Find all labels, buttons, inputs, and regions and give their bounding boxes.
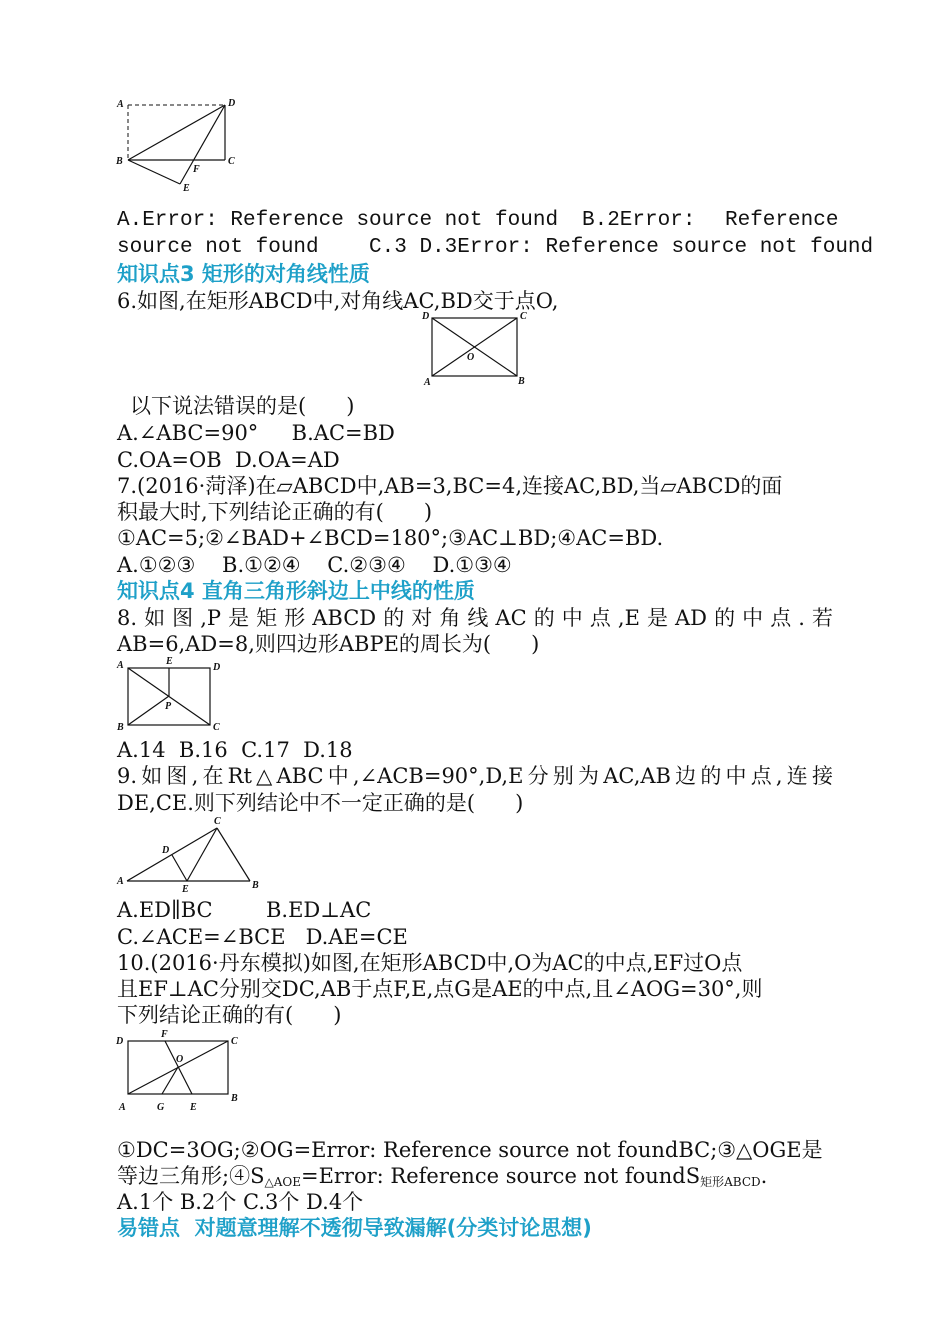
q6-options-cd: C.OA=OB D.OA=AD [117,448,340,472]
q10-statements-line1: ①DC=3OG;②OG=Error: Reference source not foundBC;③△OGE是 [117,1138,823,1162]
q7-line1: 7.(2016·菏泽)在▱ABCD中,AB=3,BC=4,连接AC,BD,当▱ABCD的面 [117,474,783,498]
fig8-label-e: E [166,656,173,667]
fig5-label-c: C [228,156,235,167]
q10-line3: 下列结论正确的有( ) [117,1003,342,1027]
fig10-label-o: O [176,1054,184,1065]
fig9-label-b: B [252,880,259,891]
fig6-label-c: C [520,311,527,322]
q7-line2: 积最大时,下列结论正确的有( ) [117,500,433,524]
q10-line2: 且EF⊥AC分别交DC,AB于点F,E,点G是AE的中点,且∠AOG=30°,则 [117,977,763,1001]
fig8-label-b: B [117,722,124,733]
q9-line2: DE,CE.则下列结论中不一定正确的是( ) [117,791,524,815]
fig10-label-f: F [161,1029,168,1040]
q9-options-ab: A.ED∥BC B.ED⊥AC [117,898,372,922]
section-heading-kp4: 知识点4 直角三角形斜边上中线的性质 [117,579,475,603]
q7-options: A.①②③ B.①②④ C.②③④ D.①③④ [117,553,512,577]
q10-statements-line2: 等边三角形$;④S_{\triangle AOE}=Error$: Reference source not foundS$_{矩形ABCD}$. [117,1164,768,1189]
q7-line3: ①AC=5;②∠BAD+∠BCD=180°;③AC⊥BD;④AC=BD. [117,526,664,550]
fig8-label-d: D [213,662,221,673]
fig6-label-a: A [424,377,431,388]
fig5-label-b: B [116,156,123,167]
fig6-label-d: D [422,311,430,322]
q9-line1: 9.如图,在Rt△ABC中,∠ACB=90°,D,E分别为AC,AB边的中点,连接 [117,764,833,788]
q5-options-line2: source not found C.3 D.3Error: Reference source not found [117,236,874,259]
q6-stem: 6.如图,在矩形ABCD中,对角线AC,BD交于点O, [117,289,559,313]
fig8-label-c: C [213,722,220,733]
fig5-label-d: D [228,98,236,109]
fig10-label-e: E [190,1102,197,1113]
fig9-label-e: E [182,884,189,895]
fig10-label-b: B [231,1093,238,1104]
fig9-label-d: D [162,845,170,856]
q8-line1: 8.如图,P是矩形ABCD的对角线AC的中点,E是AD的中点.若 [117,606,833,630]
fig9-label-c: C [214,816,221,827]
fig5-label-a: A [117,99,124,110]
fig10-label-d: D [116,1036,124,1047]
fig10-label-a: A [119,1102,126,1113]
fig8-label-p: P [165,701,172,712]
section-heading-error-prone: 易错点 对题意理解不透彻导致漏解(分类讨论思想) [117,1216,592,1240]
section-heading-kp3: 知识点3 矩形的对角线性质 [117,262,370,286]
q8-line2: AB=6,AD=8,则四边形ABPE的周长为( ) [117,632,540,656]
q9-options-cd: C.∠ACE=∠BCE D.AE=CE [117,925,408,949]
fig10-label-g: G [157,1102,165,1113]
fig10-label-c: C [231,1036,238,1047]
q6-ask: 以下说法错误的是( ) [130,394,355,418]
fig9-label-a: A [117,876,124,887]
q5-options-line1: A.Error: Reference source not found B.2Error: Reference [117,209,839,232]
fig5-label-e: E [183,183,190,194]
q10-line1: 10.(2016·丹东模拟)如图,在矩形ABCD中,O为AC的中点,EF过O点 [117,951,743,975]
q6-options-ab: A.∠ABC=90° B.AC=BD [117,421,395,445]
fig6-label-o: O [467,352,475,363]
q10-options: A.1个 B.2个 C.3个 D.4个 [117,1190,364,1214]
q8-options: A.14 B.16 C.17 D.18 [117,738,353,762]
fig5-label-f: F [193,164,200,175]
fig8-label-a: A [117,660,124,671]
fig6-label-b: B [518,376,525,387]
